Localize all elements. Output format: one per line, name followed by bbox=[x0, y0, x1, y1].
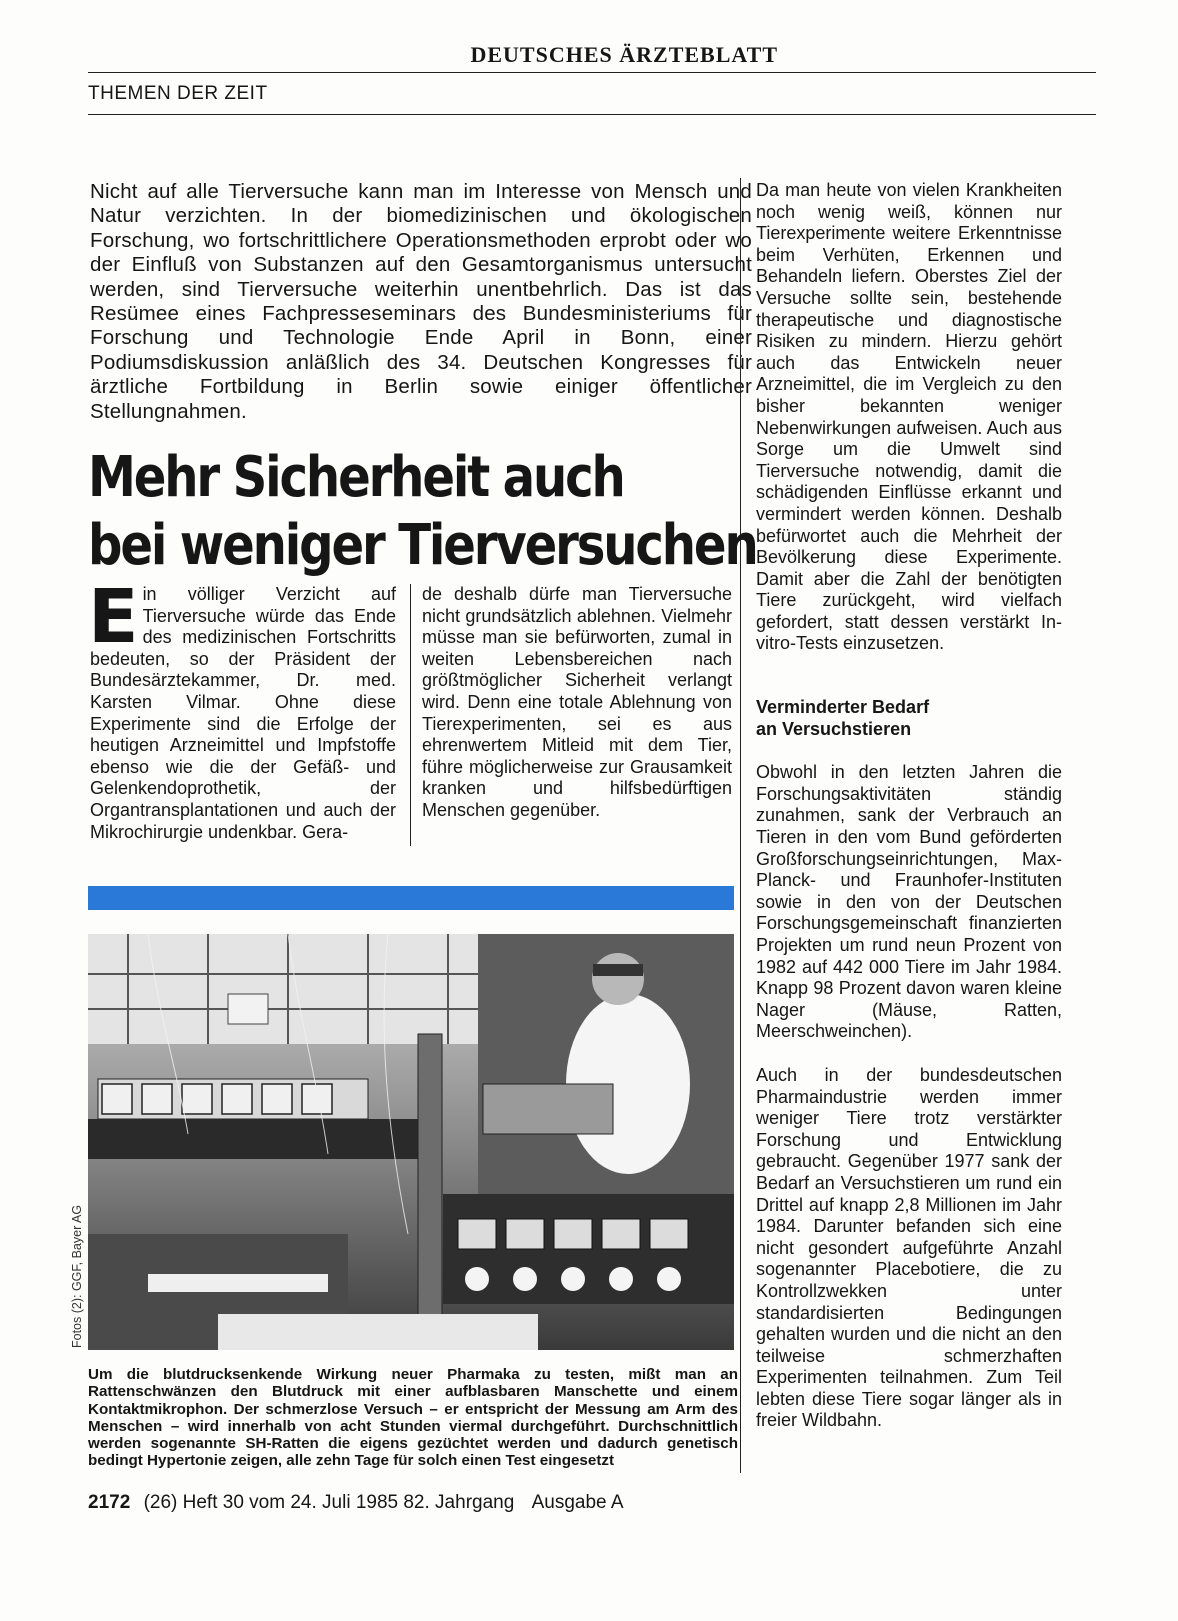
drop-cap: E bbox=[88, 574, 139, 660]
section-rubric: THEMEN DER ZEIT bbox=[88, 83, 268, 104]
column-3-paragraph-3: Auch in der bundesdeutschen Pharmaindustrie werden immer weniger Tiere trotz verstärkter Forschung und Entwicklung gebraucht. Gegenüber 1977 sank der Bedarf an Versuchstieren um rund ein Drittel auf knapp 2,8 Millionen im Jahr 1984. Darunter befanden sich eine nicht gesondert aufgeführte Anzahl sogenannter Placebotiere, die zu Kontrollzwekken unter standardisierten Bedingungen gehalten wurden und die nicht an den teilweise schmerzhaften Experimenten teilnahmen. Zum Teil lebten diese Tiere sogar länger als in freier Wildbahn. bbox=[756, 1064, 1062, 1431]
intro-lead: Nicht auf alle Tierversuche kann man im Interesse von Mensch und Natur verzichten. In der biomedizinischen und ökologischen Forschung, wo fortschrittlichere Operationsmethoden erprobt oder wo der Einfluß von Substanzen auf den Gesamtorganismus untersucht werden, sind Tierversuche weiterhin unentbehrlich. Das ist das Resümee eines Fachpresseseminars des Bundesministeriums für Forschung und Technologie Ende April in Bonn, einer Podiumsdiskussion anläßlich des 34. Deutschen Kongresses für ärztliche Fortbildung in Berlin sowie einiger öffentlicher Stellungnahmen. bbox=[90, 180, 752, 423]
header-rule-top bbox=[88, 72, 1096, 73]
issue-info: (26) Heft 30 vom 24. Juli 1985 82. Jahrgang bbox=[143, 1492, 515, 1513]
header-rule-bottom bbox=[88, 114, 1096, 115]
article-column-2 bbox=[422, 584, 732, 822]
column-3-paragraph-1: Da man heute von vielen Krankheiten noch wenig weiß, können nur Tierexperimente weitere Erkenntnisse beim Verhüten, Erkennen und Behandeln liefern. Oberstes Ziel der Versuche sollte sein, bestehende therapeutische und diagnostische Risiken zu mindern. Hierzu gehört auch das Entwickeln neuer Arzneimittel, die im Vergleich zu den bisher bekannten weniger Nebenwirkungen aufweisen. Auch aus Sorge um die Umwelt sind Tierversuche notwendig, damit die schädigenden Einflüsse erkannt und vermindert werden können. Deshalb befürwortet auch die Mehrheit der Bevölkerung diese Experimente. Damit aber die Zahl der benötigten Tiere zurückgeht, wird vielfach gefordert, statt dessen verstärkt In-vitro-Tests einzusetzen. bbox=[756, 180, 1062, 654]
column-divider-right bbox=[740, 178, 741, 1473]
journal-masthead: DEUTSCHES ÄRZTEBLATT bbox=[470, 42, 778, 67]
column-1-text: in völliger Verzicht auf Tierversuche würde das Ende des medizinischen Fortschritts bedeuten, so der Präsident der Bundesärztekammer, Dr. med. Karsten Vilmar. Ohne diese Experimente sind die Erfolge der heutigen Arzneimittel und Impfstoffe ebenso wie die der Gefäß- und Gelenkendoprothetik, der Organtransplantationen und auch der Mikrochirurgie undenkbar. Gera- bbox=[90, 584, 396, 842]
column-divider-left bbox=[410, 584, 411, 846]
page-footer bbox=[88, 1492, 624, 1514]
subheading-line-1: Verminderter Bedarf bbox=[756, 697, 930, 718]
column-2-text: de deshalb dürfe man Tierversuche nicht grundsätzlich ablehnen. Vielmehr müsse man sie befürworten, zumal in weiten Lebensbereichen nach größtmöglicher Sicherheit verlangt wird. Denn eine totale Ablehnung von Tierexperimenten, sei es aus ehrenwertem Mitleid mit dem Tier, führe möglicherweise zur Grausamkeit kranken und hilfsbedürftigen Menschen gegenüber. bbox=[422, 584, 732, 820]
lab-photo-image bbox=[88, 934, 734, 1350]
headline bbox=[88, 444, 757, 580]
column-3-paragraph-2: Obwohl in den letzten Jahren die Forschungsaktivitäten ständig zunahmen, sank der Verbrauch an Tieren in den vom Bund geförderten Großforschungseinrichtungen, Max-Planck- und Fraunhofer-Instituten sowie in den von der Deutschen Forschungsgemeinschaft finanzierten Projekten um rund neun Prozent von 1982 auf 442 000 Tiere im Jahr 1984. Knapp 98 Prozent davon waren kleine Nager (Mäuse, Ratten, Meerschweinchen). bbox=[756, 762, 1062, 1042]
edition-label: Ausgabe A bbox=[531, 1492, 624, 1513]
article-column-3 bbox=[756, 180, 1062, 1432]
blue-banner bbox=[88, 886, 734, 910]
subheading-line-2: an Versuchstieren bbox=[756, 718, 912, 739]
headline-line-1: Mehr Sicherheit auch bbox=[88, 445, 624, 510]
page-number: 2172 bbox=[88, 1492, 131, 1513]
headline-line-2: bei weniger Tierversuchen bbox=[88, 513, 757, 578]
article-column-1 bbox=[88, 574, 396, 843]
lab-photo bbox=[88, 934, 734, 1350]
photo-credit: Fotos (2): GGF, Bayer AG bbox=[70, 1204, 84, 1348]
photo-caption: Um die blutdrucksenkende Wirkung neuer Pharmaka zu testen, mißt man an Rattenschwänzen den Blutdruck mit einer aufblasbaren Manschette und einem Kontaktmikrophon. Der schmerzlose Versuch – er entspricht der Messung am Arm des Menschen – wird innerhalb von acht Stunden viermal durchgeführt. Durchschnittlich werden sogenannte SH-Ratten die eigens gezüchtet werden und dadurch genetisch bedingt Hypertonie zeigen, alle zehn Tage für solch einen Test eingesetzt bbox=[88, 1366, 738, 1470]
subheading bbox=[756, 697, 1062, 740]
